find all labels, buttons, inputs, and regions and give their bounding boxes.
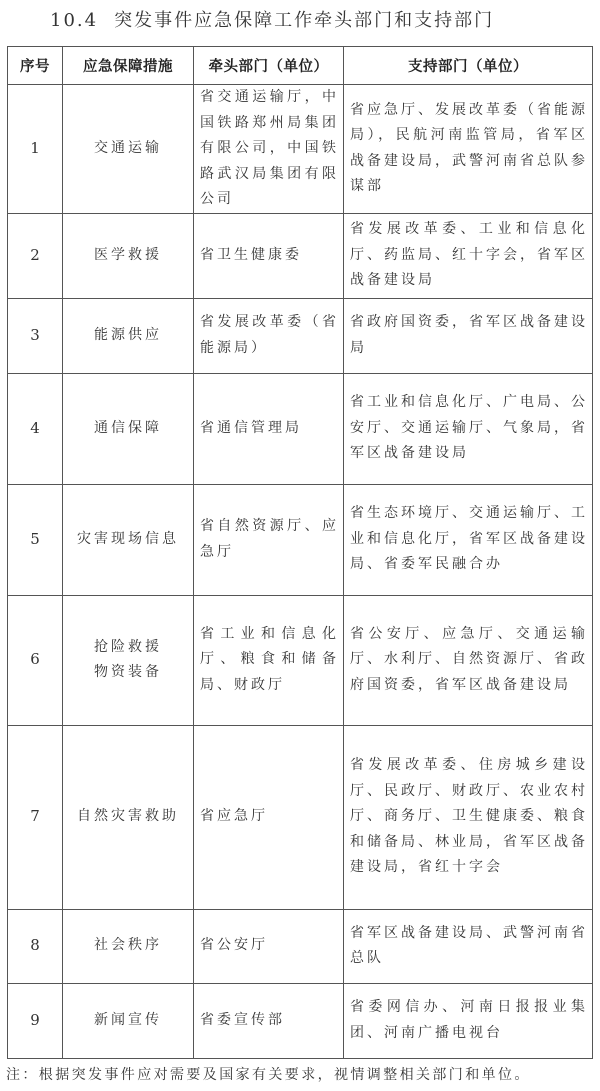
lead-department-cell: 省交通运输厅，中国铁路郑州局集团有限公司，中国铁路武汉局集团有限公司 xyxy=(194,85,344,214)
section-number: 10.4 xyxy=(50,10,99,31)
lead-department-cell: 省公安厅 xyxy=(194,909,344,983)
measure-cell: 新闻宣传 xyxy=(63,983,194,1058)
support-department-cell: 省应急厅、发展改革委（省能源局），民航河南监管局，省军区战备建设局，武警河南省总队参谋部 xyxy=(344,85,593,214)
table-note: 注：根据突发事件应对需要及国家有关要求，视情调整相关部门和单位。 xyxy=(6,1067,531,1083)
serial-number-cell: 2 xyxy=(8,213,63,298)
measure-cell: 交通运输 xyxy=(63,85,194,214)
measure-cell: 能源供应 xyxy=(63,298,194,373)
table-row xyxy=(8,213,593,298)
serial-number-cell: 7 xyxy=(8,725,63,909)
header-lead-department: 牵头部门（单位） xyxy=(194,47,344,85)
header-support-department: 支持部门（单位） xyxy=(344,47,593,85)
table-row xyxy=(8,484,593,595)
lead-department-cell: 省工业和信息化厅、粮食和储备局、财政厅 xyxy=(194,595,344,725)
serial-number-cell: 4 xyxy=(8,373,63,484)
support-department-cell: 省发展改革委、住房城乡建设厅、民政厅、财政厅、农业农村厅、商务厅、卫生健康委、粮食和储备局、林业局，省军区战备建设局，省红十字会 xyxy=(344,725,593,909)
support-department-cell: 省委网信办、河南日报报业集团、河南广播电视台 xyxy=(344,983,593,1058)
lead-department-cell: 省委宣传部 xyxy=(194,983,344,1058)
table-row xyxy=(8,595,593,725)
lead-department-cell: 省自然资源厅、应急厅 xyxy=(194,484,344,595)
lead-department-cell: 省应急厅 xyxy=(194,725,344,909)
table-row xyxy=(8,298,593,373)
responsibility-table xyxy=(7,46,593,1059)
serial-number-cell: 9 xyxy=(8,983,63,1058)
measure-cell: 医学救援 xyxy=(63,213,194,298)
support-department-cell: 省发展改革委、工业和信息化厅、药监局、红十字会，省军区战备建设局 xyxy=(344,213,593,298)
support-department-cell: 省公安厅、应急厅、交通运输厅、水利厅、自然资源厅、省政府国资委，省军区战备建设局 xyxy=(344,595,593,725)
serial-number-cell: 6 xyxy=(8,595,63,725)
table-row xyxy=(8,85,593,214)
header-measure: 应急保障措施 xyxy=(63,47,194,85)
lead-department-cell: 省发展改革委（省能源局） xyxy=(194,298,344,373)
measure-cell: 社会秩序 xyxy=(63,909,194,983)
support-department-cell: 省生态环境厅、交通运输厅、工业和信息化厅，省军区战备建设局、省委军民融合办 xyxy=(344,484,593,595)
measure-cell: 通信保障 xyxy=(63,373,194,484)
support-department-cell: 省工业和信息化厅、广电局、公安厅、交通运输厅、气象局，省军区战备建设局 xyxy=(344,373,593,484)
serial-number-cell: 8 xyxy=(8,909,63,983)
serial-number-cell: 3 xyxy=(8,298,63,373)
measure-cell: 抢险救援物资装备 xyxy=(63,595,194,725)
section-title xyxy=(50,6,494,32)
table-row xyxy=(8,725,593,909)
table-row xyxy=(8,909,593,983)
serial-number-cell: 1 xyxy=(8,85,63,214)
section-title-text: 突发事件应急保障工作牵头部门和支持部门 xyxy=(114,10,495,31)
table-row xyxy=(8,373,593,484)
lead-department-cell: 省卫生健康委 xyxy=(194,213,344,298)
table-row xyxy=(8,983,593,1058)
measure-cell: 自然灾害救助 xyxy=(63,725,194,909)
serial-number-cell: 5 xyxy=(8,484,63,595)
table-header-row xyxy=(8,47,593,85)
header-serial-number: 序号 xyxy=(8,47,63,85)
lead-department-cell: 省通信管理局 xyxy=(194,373,344,484)
measure-cell: 灾害现场信息 xyxy=(63,484,194,595)
support-department-cell: 省政府国资委，省军区战备建设局 xyxy=(344,298,593,373)
support-department-cell: 省军区战备建设局、武警河南省总队 xyxy=(344,909,593,983)
